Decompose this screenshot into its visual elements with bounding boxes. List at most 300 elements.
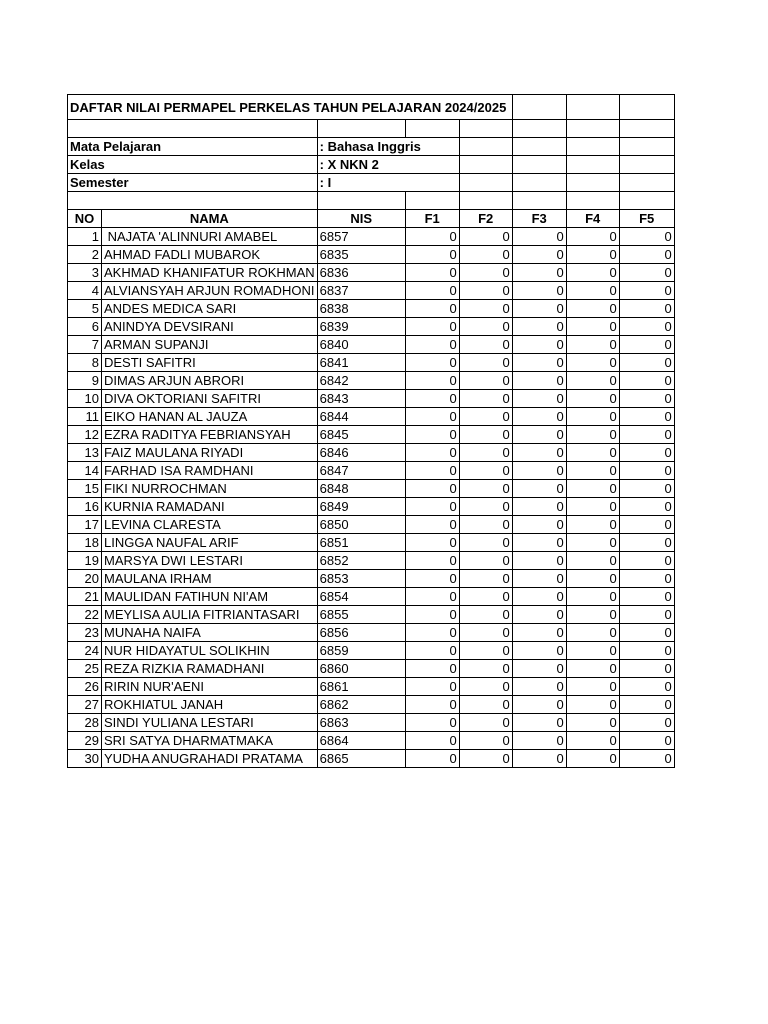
cell-no: 3 (68, 264, 102, 282)
cell-f1: 0 (405, 714, 459, 732)
cell-f2: 0 (459, 264, 512, 282)
table-row (68, 426, 675, 444)
cell-f1: 0 (405, 300, 459, 318)
cell-f5: 0 (619, 426, 674, 444)
cell-f5: 0 (619, 678, 674, 696)
header-no: NO (68, 210, 102, 228)
cell-nis: 6859 (317, 642, 405, 660)
cell-nama: ROKHIATUL JANAH (102, 696, 318, 714)
cell-f3: 0 (512, 660, 566, 678)
cell-f3: 0 (512, 336, 566, 354)
table-row (68, 552, 675, 570)
cell-f1: 0 (405, 444, 459, 462)
cell-f5: 0 (619, 354, 674, 372)
cell-f1: 0 (405, 228, 459, 246)
table-row (68, 444, 675, 462)
cell-nis: 6857 (317, 228, 405, 246)
cell-no: 1 (68, 228, 102, 246)
cell-f2: 0 (459, 606, 512, 624)
cell-nis: 6848 (317, 480, 405, 498)
info-label: Semester (68, 174, 318, 192)
cell-f2: 0 (459, 282, 512, 300)
cell-nama: AKHMAD KHANIFATUR ROKHMAN (102, 264, 318, 282)
cell-f1: 0 (405, 372, 459, 390)
cell-nama: LEVINA CLARESTA (102, 516, 318, 534)
cell-f2: 0 (459, 390, 512, 408)
cell-f3: 0 (512, 732, 566, 750)
cell-f2: 0 (459, 426, 512, 444)
cell-no: 22 (68, 606, 102, 624)
cell-nis: 6852 (317, 552, 405, 570)
table-row (68, 282, 675, 300)
cell-f4: 0 (566, 660, 619, 678)
cell-f5: 0 (619, 282, 674, 300)
empty-cell (512, 174, 566, 192)
cell-nama: FAIZ MAULANA RIYADI (102, 444, 318, 462)
info-value: : Bahasa Inggris (317, 138, 459, 156)
cell-f5: 0 (619, 696, 674, 714)
cell-f5: 0 (619, 732, 674, 750)
cell-f2: 0 (459, 732, 512, 750)
cell-f5: 0 (619, 660, 674, 678)
cell-f1: 0 (405, 462, 459, 480)
cell-nis: 6841 (317, 354, 405, 372)
empty-cell (512, 138, 566, 156)
empty-cell (405, 120, 459, 138)
empty-cell (512, 192, 566, 210)
table-row (68, 516, 675, 534)
cell-f3: 0 (512, 750, 566, 768)
cell-no: 9 (68, 372, 102, 390)
cell-f1: 0 (405, 354, 459, 372)
cell-f3: 0 (512, 534, 566, 552)
cell-f5: 0 (619, 498, 674, 516)
cell-f4: 0 (566, 750, 619, 768)
cell-no: 20 (68, 570, 102, 588)
cell-f2: 0 (459, 318, 512, 336)
cell-f4: 0 (566, 282, 619, 300)
cell-f4: 0 (566, 300, 619, 318)
cell-no: 18 (68, 534, 102, 552)
cell-f1: 0 (405, 678, 459, 696)
empty-cell (619, 192, 674, 210)
cell-f2: 0 (459, 588, 512, 606)
cell-no: 8 (68, 354, 102, 372)
empty-cell (459, 156, 512, 174)
table-row (68, 408, 675, 426)
cell-nama: FARHAD ISA RAMDHANI (102, 462, 318, 480)
cell-no: 16 (68, 498, 102, 516)
cell-nis: 6860 (317, 660, 405, 678)
cell-f4: 0 (566, 390, 619, 408)
cell-f1: 0 (405, 750, 459, 768)
cell-f1: 0 (405, 516, 459, 534)
cell-f2: 0 (459, 300, 512, 318)
cell-nis: 6865 (317, 750, 405, 768)
title-row (68, 95, 675, 120)
table-row (68, 606, 675, 624)
empty-cell (317, 120, 405, 138)
table-row (68, 264, 675, 282)
cell-f4: 0 (566, 444, 619, 462)
empty-cell (619, 120, 674, 138)
cell-f5: 0 (619, 246, 674, 264)
cell-nis: 6846 (317, 444, 405, 462)
cell-f2: 0 (459, 462, 512, 480)
cell-f1: 0 (405, 498, 459, 516)
cell-f1: 0 (405, 732, 459, 750)
cell-f4: 0 (566, 246, 619, 264)
cell-nama: MARSYA DWI LESTARI (102, 552, 318, 570)
cell-no: 27 (68, 696, 102, 714)
cell-f2: 0 (459, 372, 512, 390)
cell-f5: 0 (619, 516, 674, 534)
cell-f3: 0 (512, 444, 566, 462)
table-row (68, 390, 675, 408)
cell-f5: 0 (619, 264, 674, 282)
cell-f2: 0 (459, 444, 512, 462)
cell-nama: EZRA RADITYA FEBRIANSYAH (102, 426, 318, 444)
cell-no: 24 (68, 642, 102, 660)
cell-f4: 0 (566, 516, 619, 534)
empty-cell (619, 156, 674, 174)
cell-f4: 0 (566, 462, 619, 480)
table-row (68, 354, 675, 372)
table-row (68, 300, 675, 318)
empty-cell (619, 95, 674, 120)
empty-cell (512, 120, 566, 138)
blank-row (68, 120, 675, 138)
info-value: : X NKN 2 (317, 156, 459, 174)
cell-no: 23 (68, 624, 102, 642)
empty-cell (459, 138, 512, 156)
cell-nama: MEYLISA AULIA FITRIANTASARI (102, 606, 318, 624)
table-row (68, 696, 675, 714)
cell-nama: SINDI YULIANA LESTARI (102, 714, 318, 732)
cell-f5: 0 (619, 372, 674, 390)
cell-nis: 6840 (317, 336, 405, 354)
cell-f1: 0 (405, 570, 459, 588)
cell-f1: 0 (405, 480, 459, 498)
cell-nis: 6864 (317, 732, 405, 750)
empty-cell (619, 174, 674, 192)
cell-f2: 0 (459, 696, 512, 714)
cell-nis: 6843 (317, 390, 405, 408)
cell-f1: 0 (405, 282, 459, 300)
cell-f1: 0 (405, 390, 459, 408)
cell-nama: YUDHA ANUGRAHADI PRATAMA (102, 750, 318, 768)
cell-f2: 0 (459, 408, 512, 426)
cell-nama: NUR HIDAYATUL SOLIKHIN (102, 642, 318, 660)
cell-f5: 0 (619, 318, 674, 336)
header-f1: F1 (405, 210, 459, 228)
empty-cell (317, 192, 405, 210)
cell-f5: 0 (619, 570, 674, 588)
empty-cell (619, 138, 674, 156)
cell-f5: 0 (619, 624, 674, 642)
cell-nis: 6863 (317, 714, 405, 732)
cell-f2: 0 (459, 624, 512, 642)
header-f4: F4 (566, 210, 619, 228)
cell-f3: 0 (512, 462, 566, 480)
cell-nis: 6862 (317, 696, 405, 714)
table-row (68, 246, 675, 264)
table-row (68, 498, 675, 516)
cell-f4: 0 (566, 642, 619, 660)
blank-row (68, 192, 675, 210)
table-row (68, 714, 675, 732)
table-row (68, 678, 675, 696)
cell-no: 29 (68, 732, 102, 750)
table-row (68, 588, 675, 606)
empty-cell (566, 138, 619, 156)
cell-f3: 0 (512, 606, 566, 624)
cell-f3: 0 (512, 246, 566, 264)
cell-f3: 0 (512, 390, 566, 408)
cell-nis: 6839 (317, 318, 405, 336)
cell-f4: 0 (566, 678, 619, 696)
table-row (68, 750, 675, 768)
empty-cell (566, 95, 619, 120)
cell-f1: 0 (405, 318, 459, 336)
cell-nama: DESTI SAFITRI (102, 354, 318, 372)
cell-f1: 0 (405, 606, 459, 624)
cell-f2: 0 (459, 714, 512, 732)
cell-f5: 0 (619, 714, 674, 732)
cell-f5: 0 (619, 552, 674, 570)
table-row (68, 372, 675, 390)
cell-nis: 6854 (317, 588, 405, 606)
cell-f3: 0 (512, 300, 566, 318)
cell-no: 7 (68, 336, 102, 354)
table-row (68, 534, 675, 552)
cell-no: 30 (68, 750, 102, 768)
cell-f5: 0 (619, 588, 674, 606)
cell-f2: 0 (459, 354, 512, 372)
empty-cell (405, 192, 459, 210)
cell-f1: 0 (405, 642, 459, 660)
table-row (68, 228, 675, 246)
cell-f1: 0 (405, 696, 459, 714)
cell-nis: 6847 (317, 462, 405, 480)
cell-no: 4 (68, 282, 102, 300)
cell-f4: 0 (566, 732, 619, 750)
cell-f3: 0 (512, 498, 566, 516)
cell-nama: SRI SATYA DHARMATMAKA (102, 732, 318, 750)
cell-nama: EIKO HANAN AL JAUZA (102, 408, 318, 426)
header-nis: NIS (317, 210, 405, 228)
cell-no: 21 (68, 588, 102, 606)
cell-f5: 0 (619, 606, 674, 624)
table-row (68, 624, 675, 642)
cell-f3: 0 (512, 408, 566, 426)
cell-f3: 0 (512, 678, 566, 696)
cell-nama: ANINDYA DEVSIRANI (102, 318, 318, 336)
cell-nama: MUNAHA NAIFA (102, 624, 318, 642)
cell-f4: 0 (566, 498, 619, 516)
cell-no: 5 (68, 300, 102, 318)
info-label: Mata Pelajaran (68, 138, 318, 156)
cell-f3: 0 (512, 282, 566, 300)
cell-f4: 0 (566, 534, 619, 552)
empty-cell (68, 192, 318, 210)
cell-nis: 6838 (317, 300, 405, 318)
cell-f5: 0 (619, 300, 674, 318)
header-f2: F2 (459, 210, 512, 228)
cell-nama: ANDES MEDICA SARI (102, 300, 318, 318)
cell-f5: 0 (619, 336, 674, 354)
cell-no: 28 (68, 714, 102, 732)
cell-f3: 0 (512, 318, 566, 336)
empty-cell (566, 174, 619, 192)
header-f3: F3 (512, 210, 566, 228)
cell-f3: 0 (512, 552, 566, 570)
cell-nama: DIVA OKTORIANI SAFITRI (102, 390, 318, 408)
cell-nama: ARMAN SUPANJI (102, 336, 318, 354)
empty-cell (459, 174, 512, 192)
cell-f5: 0 (619, 390, 674, 408)
cell-nis: 6844 (317, 408, 405, 426)
cell-f5: 0 (619, 534, 674, 552)
cell-f2: 0 (459, 750, 512, 768)
cell-f1: 0 (405, 624, 459, 642)
cell-f5: 0 (619, 642, 674, 660)
cell-f2: 0 (459, 246, 512, 264)
cell-no: 17 (68, 516, 102, 534)
cell-nis: 6850 (317, 516, 405, 534)
sheet-title: DAFTAR NILAI PERMAPEL PERKELAS TAHUN PELAJARAN 2024/2025 (68, 95, 513, 120)
cell-no: 13 (68, 444, 102, 462)
cell-no: 19 (68, 552, 102, 570)
cell-nama: REZA RIZKIA RAMADHANI (102, 660, 318, 678)
header-nama: NAMA (102, 210, 318, 228)
cell-nama: AHMAD FADLI MUBAROK (102, 246, 318, 264)
header-f5: F5 (619, 210, 674, 228)
table-row (68, 336, 675, 354)
cell-nis: 6836 (317, 264, 405, 282)
cell-f5: 0 (619, 408, 674, 426)
cell-nama: ALVIANSYAH ARJUN ROMADHONI (102, 282, 318, 300)
cell-no: 25 (68, 660, 102, 678)
cell-f3: 0 (512, 570, 566, 588)
cell-f4: 0 (566, 714, 619, 732)
empty-cell (459, 120, 512, 138)
cell-no: 6 (68, 318, 102, 336)
cell-f4: 0 (566, 264, 619, 282)
cell-f5: 0 (619, 750, 674, 768)
cell-f2: 0 (459, 552, 512, 570)
cell-no: 10 (68, 390, 102, 408)
empty-cell (566, 192, 619, 210)
header-row (68, 210, 675, 228)
cell-f2: 0 (459, 480, 512, 498)
cell-f4: 0 (566, 318, 619, 336)
info-row-class (68, 156, 675, 174)
cell-f2: 0 (459, 642, 512, 660)
cell-no: 12 (68, 426, 102, 444)
table-row (68, 732, 675, 750)
cell-f1: 0 (405, 408, 459, 426)
empty-cell (566, 156, 619, 174)
table-row (68, 570, 675, 588)
cell-f3: 0 (512, 624, 566, 642)
cell-no: 2 (68, 246, 102, 264)
cell-nama: FIKI NURROCHMAN (102, 480, 318, 498)
cell-f1: 0 (405, 246, 459, 264)
cell-f2: 0 (459, 516, 512, 534)
table-row (68, 660, 675, 678)
cell-f4: 0 (566, 606, 619, 624)
cell-no: 14 (68, 462, 102, 480)
cell-f3: 0 (512, 696, 566, 714)
cell-f3: 0 (512, 354, 566, 372)
cell-nama: NAJATA 'ALINNURI AMABEL (102, 228, 318, 246)
cell-f4: 0 (566, 570, 619, 588)
cell-f5: 0 (619, 480, 674, 498)
cell-f4: 0 (566, 624, 619, 642)
empty-cell (512, 95, 566, 120)
cell-f4: 0 (566, 372, 619, 390)
cell-nis: 6851 (317, 534, 405, 552)
cell-f4: 0 (566, 408, 619, 426)
cell-f3: 0 (512, 588, 566, 606)
cell-no: 26 (68, 678, 102, 696)
cell-f4: 0 (566, 336, 619, 354)
cell-nama: LINGGA NAUFAL ARIF (102, 534, 318, 552)
table-row (68, 480, 675, 498)
cell-f3: 0 (512, 642, 566, 660)
cell-nis: 6853 (317, 570, 405, 588)
cell-f3: 0 (512, 480, 566, 498)
info-row-semester (68, 174, 675, 192)
cell-f1: 0 (405, 426, 459, 444)
cell-f2: 0 (459, 570, 512, 588)
empty-cell (68, 120, 318, 138)
cell-nis: 6856 (317, 624, 405, 642)
empty-cell (512, 156, 566, 174)
cell-f3: 0 (512, 228, 566, 246)
cell-nis: 6845 (317, 426, 405, 444)
cell-f3: 0 (512, 372, 566, 390)
cell-f4: 0 (566, 588, 619, 606)
cell-nis: 6861 (317, 678, 405, 696)
cell-f4: 0 (566, 354, 619, 372)
info-label: Kelas (68, 156, 318, 174)
cell-f1: 0 (405, 336, 459, 354)
cell-no: 11 (68, 408, 102, 426)
cell-nama: MAULANA IRHAM (102, 570, 318, 588)
cell-f5: 0 (619, 228, 674, 246)
cell-nis: 6837 (317, 282, 405, 300)
cell-f2: 0 (459, 498, 512, 516)
info-value: : I (317, 174, 459, 192)
cell-nama: DIMAS ARJUN ABRORI (102, 372, 318, 390)
empty-cell (566, 120, 619, 138)
table-row (68, 318, 675, 336)
cell-f5: 0 (619, 444, 674, 462)
cell-f2: 0 (459, 336, 512, 354)
cell-f4: 0 (566, 228, 619, 246)
cell-nis: 6842 (317, 372, 405, 390)
empty-cell (459, 192, 512, 210)
cell-f2: 0 (459, 678, 512, 696)
cell-nis: 6855 (317, 606, 405, 624)
table-row (68, 642, 675, 660)
cell-nama: MAULIDAN FATIHUN NI'AM (102, 588, 318, 606)
cell-f2: 0 (459, 660, 512, 678)
cell-f4: 0 (566, 552, 619, 570)
grade-sheet (67, 94, 675, 768)
